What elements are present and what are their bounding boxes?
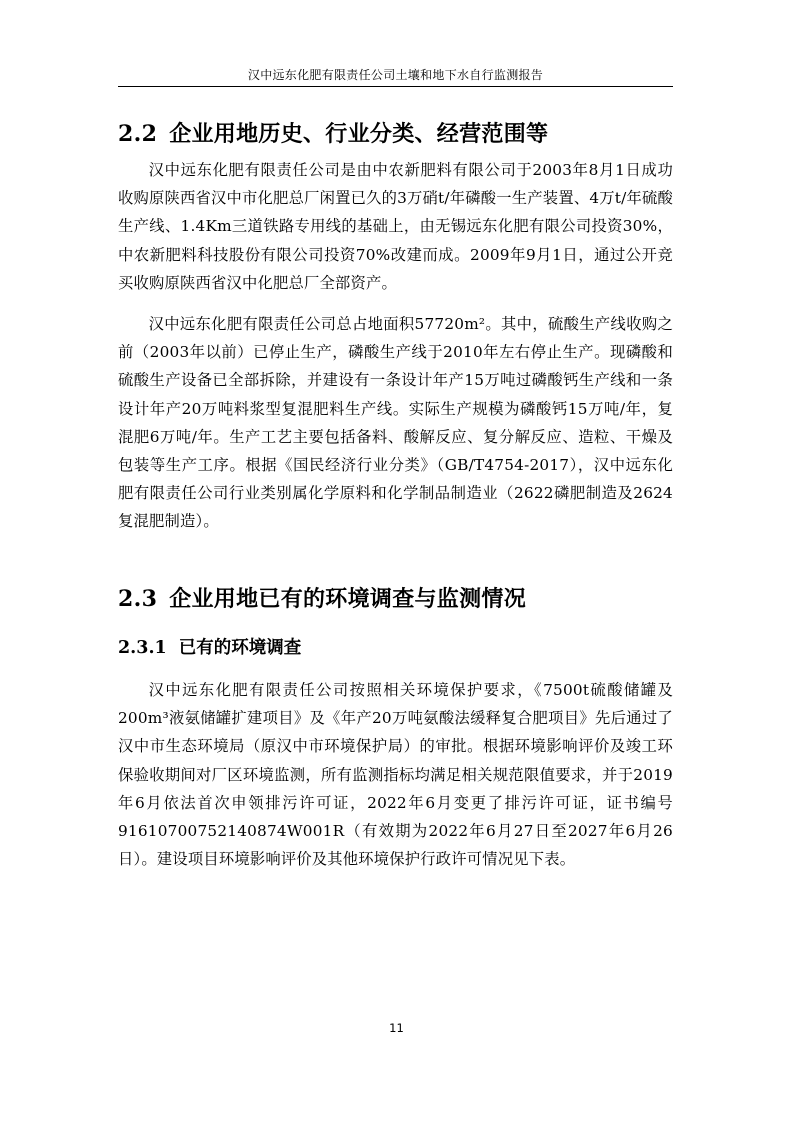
body-paragraph: 汉中远东化肥有限责任公司总占地面积57720m²。其中，硫酸生产线收购之前（2003年以前）已停止生产，磷酸生产线于2010年左右停止生产。现磷酸和硫酸生产设备已全部拆除，并建设有一条设计年产15万吨过磷酸钙生产线和一条设计年产20万吨料浆型复混肥料生产线。实际生产规模为磷酸钙15万吨/年，复混肥6万吨/年。生产工艺主要包括备料、酸解反应、复分解反应、造粒、干燥及包装等生产工序。根据《国民经济行业分类》（GB/T4754-2017），汉中远东化肥有限责任公司行业类别属化学原料和化学制品制造业（2622磷肥制造及2624复混肥制造）。 <box>118 315 673 531</box>
page-number: 11 <box>389 1021 404 1035</box>
body-paragraph: 汉中远东化肥有限责任公司是由中农新肥料有限公司于2003年8月1日成功收购原陕西省汉中市化肥总厂闲置已久的3万硝t/年磷酸一生产装置、4万t/年硫酸生产线、1.4Km三道铁路专用线的基础上，由无锡远东化肥有限公司投资30%，中农新肥料科技股份有限公司投资70%改建而成。2009年9月1日，通过公开竞买收购原陕西省汉中化肥总厂全部资产。 <box>118 161 673 292</box>
section-heading-2-3 <box>118 582 526 613</box>
section-number: 2.2 <box>118 121 158 147</box>
running-header: 汉中远东化肥有限责任公司土壤和地下水自行监测报告 <box>247 68 544 82</box>
section-title: 企业用地历史、行业分类、经营范围等 <box>169 121 549 147</box>
section-number: 2.3 <box>118 586 158 612</box>
section-title: 已有的环境调查 <box>178 638 302 658</box>
body-paragraph: 汉中远东化肥有限责任公司按照相关环境保护要求，《7500t硫酸储罐及200m³液氨储罐扩建项目》及《年产20万吨氨酸法缓释复合肥项目》先后通过了汉中市生态环境局（原汉中市环境保护局）的审批。根据环境影响评价及竣工环保验收期间对厂区环境监测，所有监测指标均满足相关规范限值要求，并于2019年6月依法首次申领排污许可证，2022年6月变更了排污许可证，证书编号91610700752140874W001R（有效期为2022年6月27日至2027年6月26日）。建设项目环境影响评价及其他环境保护行政许可情况见下表。 <box>118 681 673 869</box>
section-number: 2.3.1 <box>118 638 167 658</box>
subsection-heading-2-3-1 <box>118 634 301 659</box>
header-divider <box>118 86 673 87</box>
section-title: 企业用地已有的环境调查与监测情况 <box>169 586 526 612</box>
section-heading-2-2 <box>118 117 548 148</box>
